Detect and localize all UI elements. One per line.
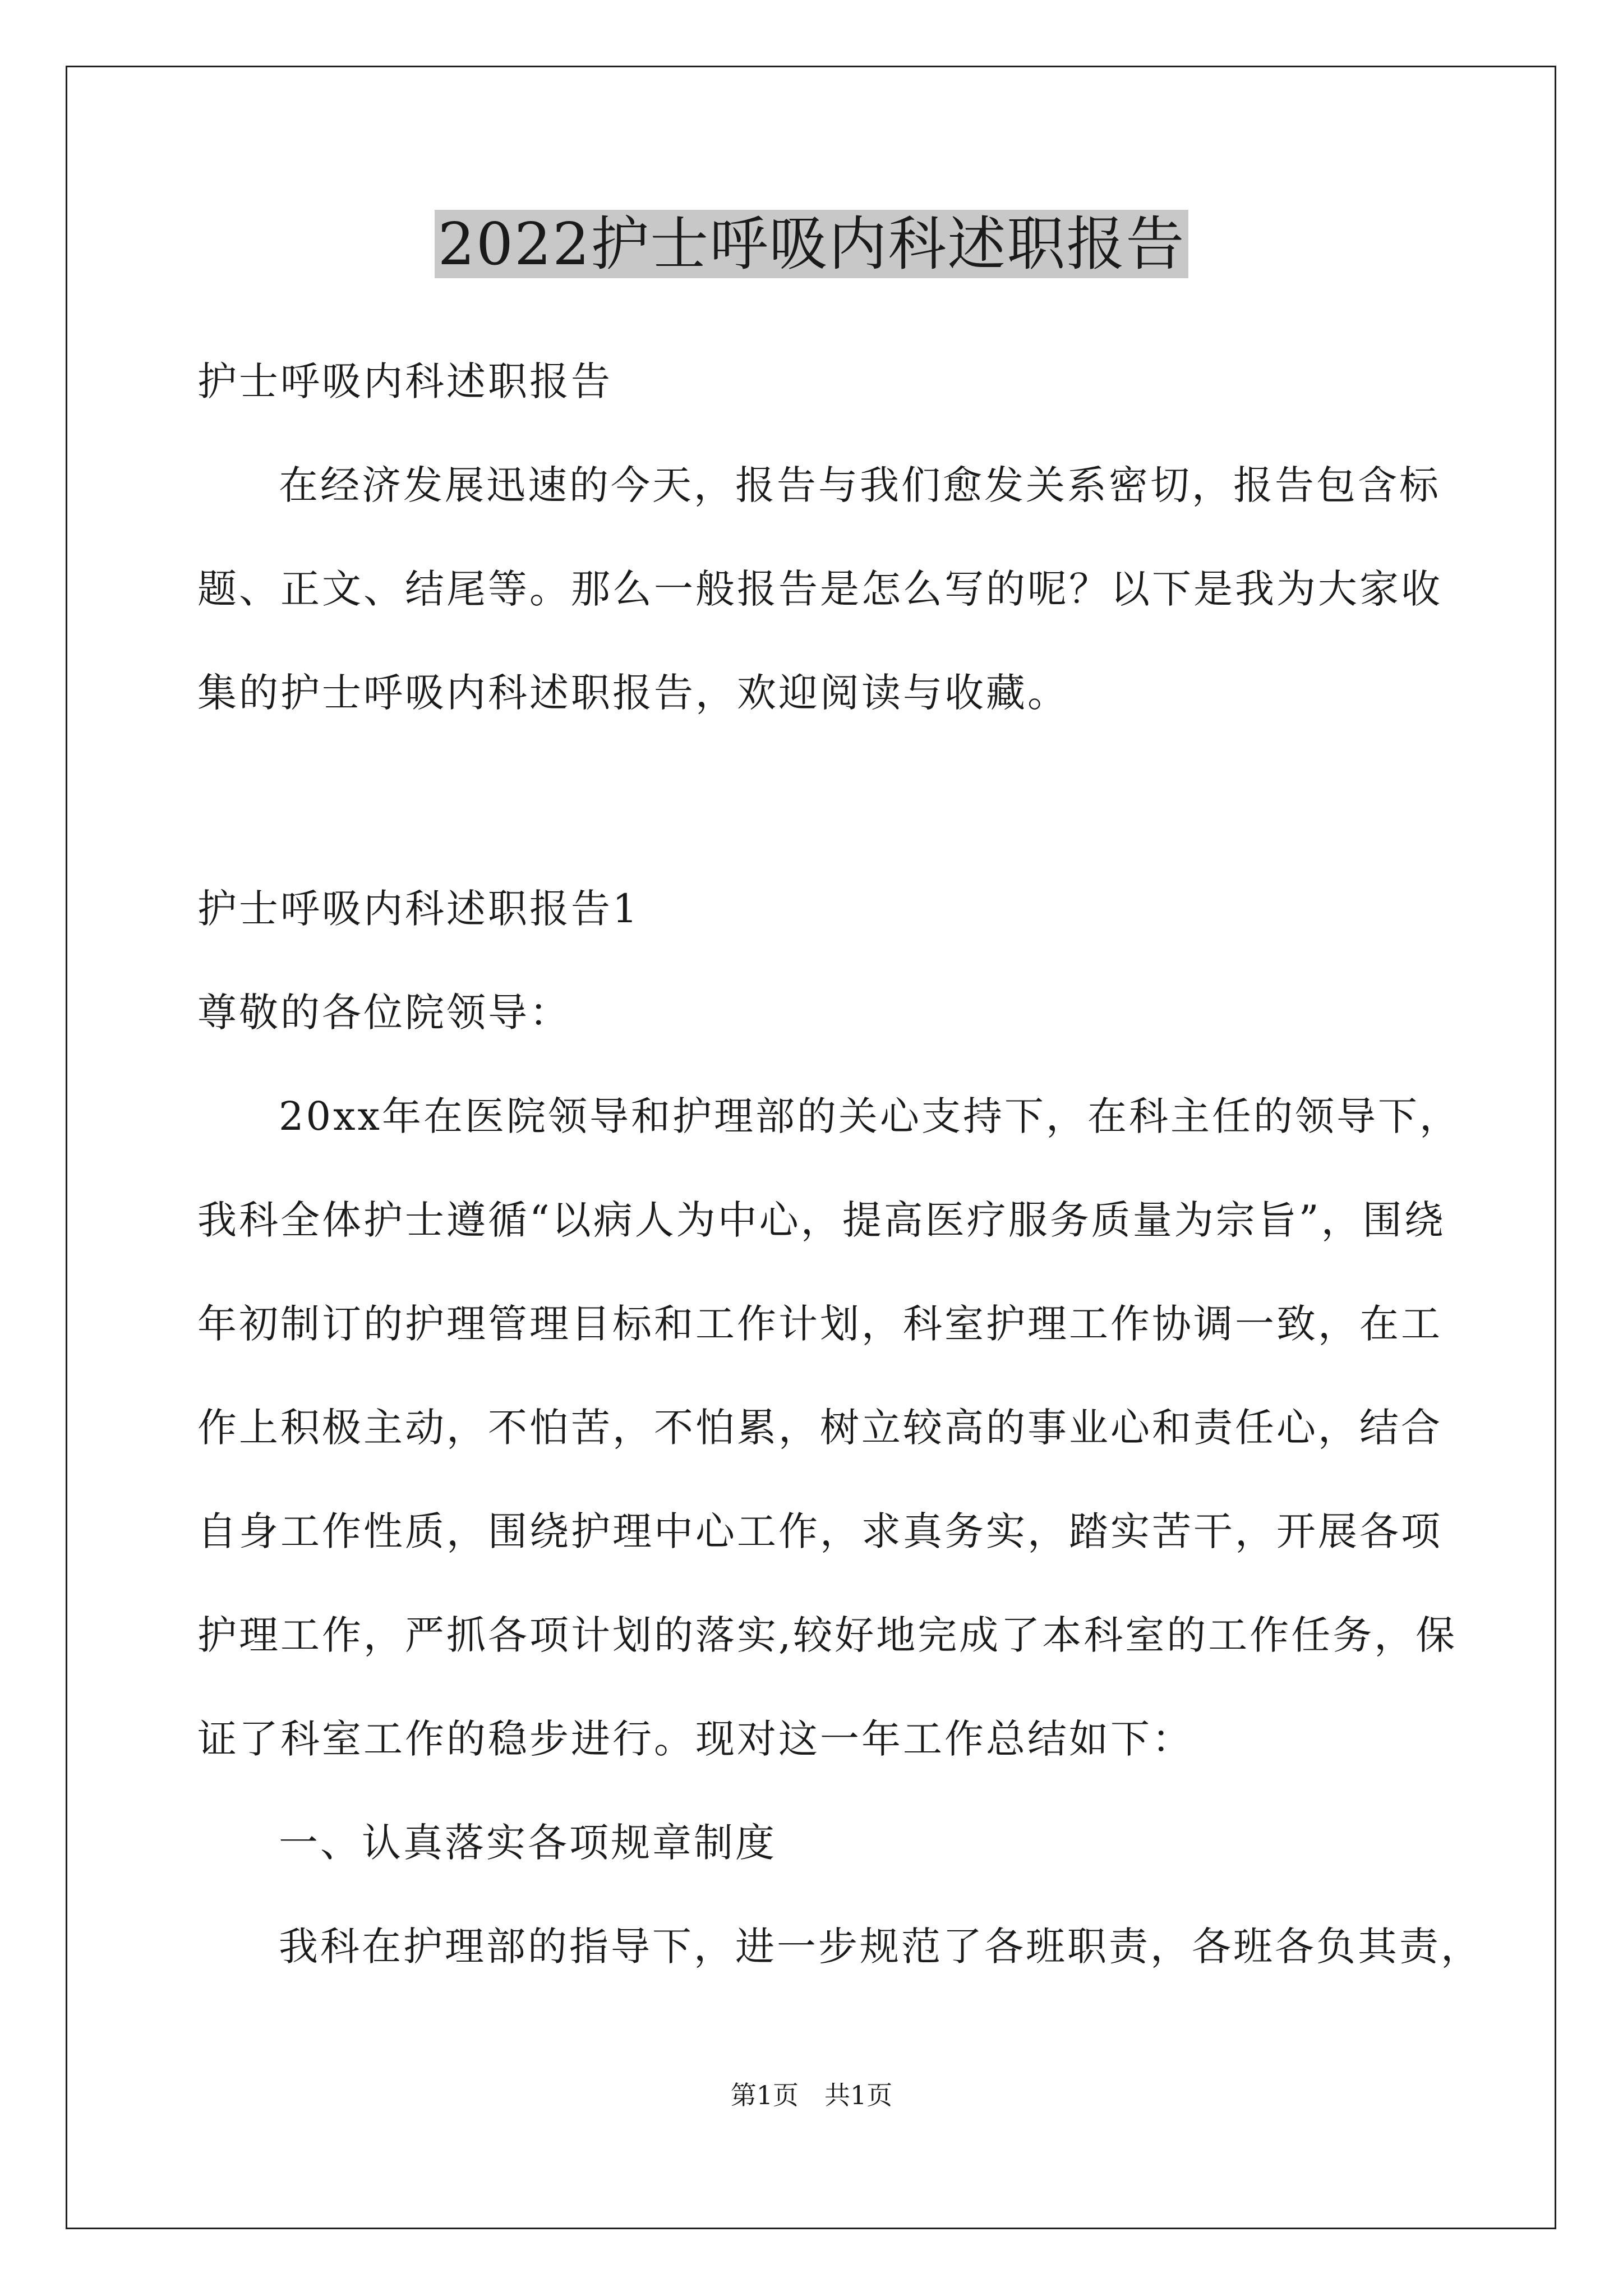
body-paragraph-line: 作上积极主动，不怕苦，不怕累，树立较高的事业心和责任心，结合 [197,1405,1442,1451]
body-paragraph-line: 我科全体护士遵循“以病人为中心，提高医疗服务质量为宗旨”，围绕 [197,1197,1446,1243]
intro-paragraph-line: 题、正文、结尾等。那么一般报告是怎么写的呢？以下是我为大家收 [197,566,1442,612]
document-title-text: 2022护士呼吸内科述职报告 [435,210,1189,278]
body-paragraph-line: 我科在护理部的指导下，进一步规范了各班职责，各班各负其责， [279,1924,1482,1970]
body-paragraph-line: 自身工作性质，围绕护理中心工作，求真务实，踏实苦干，开展各项 [197,1508,1442,1554]
salutation: 尊敬的各位院领导： [197,990,571,1036]
body-paragraph-line: 年初制订的护理管理目标和工作计划，科室护理工作协调一致，在工 [197,1301,1442,1347]
intro-paragraph-line: 集的护士呼吸内科述职报告，欢迎阅读与收藏。 [197,670,1069,716]
body-paragraph-line: 20xx年在医院领导和护理部的关心支持下，在科主任的领导下， [279,1093,1461,1139]
section-heading: 护士呼吸内科述职报告1 [197,886,640,932]
subsection-heading: 一、认真落实各项规章制度 [279,1820,777,1866]
body-paragraph-line: 证了科室工作的稳步进行。现对这一年工作总结如下： [197,1716,1193,1762]
body-paragraph-line: 护理工作，严抓各项计划的落实,较好地完成了本科室的工作任务，保 [197,1612,1458,1658]
page-footer: 第1页 共1页 [730,2080,893,2110]
subtitle-line: 护士呼吸内科述职报告 [197,358,612,404]
intro-paragraph-line: 在经济发展迅速的今天，报告与我们愈发关系密切，报告包含标 [279,462,1441,508]
document-title [0,202,1623,286]
